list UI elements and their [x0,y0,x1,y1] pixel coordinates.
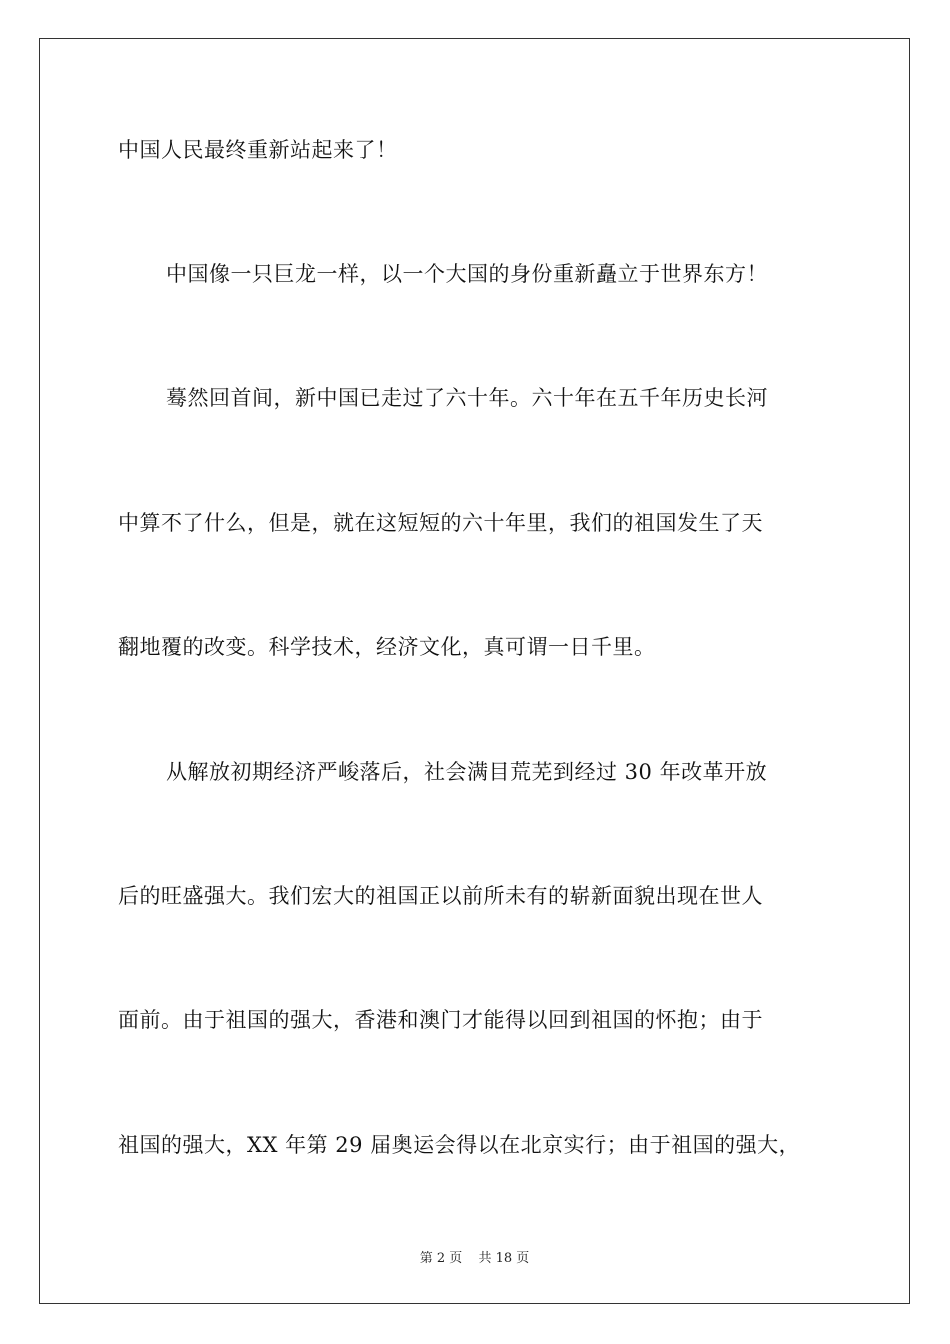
document-page [39,38,910,1304]
page-total: 共 18 页 [478,1251,530,1266]
paragraph-line-3: 蓦然回首间，新中国已走过了六十年。六十年在五千年历史长河 [166,386,768,410]
paragraph-line-7: 后的旺盛强大。我们宏大的祖国正以前所未有的崭新面貌出现在世人 [118,884,763,908]
page-number: 第 2 页 [419,1251,463,1266]
page-footer [40,1247,909,1266]
paragraph-line-1: 中国人民最终重新站起来了！ [118,138,398,162]
paragraph-line-8: 面前。由于祖国的强大，香港和澳门才能得以回到祖国的怀抱；由于 [118,1008,763,1032]
paragraph-line-5: 翻地覆的改变。科学技术，经济文化，真可谓一日千里。 [118,635,656,659]
paragraph-line-9: 祖国的强大，XX 年第 29 届奥运会得以在北京实行；由于祖国的强大， [118,1133,801,1157]
paragraph-line-4: 中算不了什么，但是，就在这短短的六十年里，我们的祖国发生了天 [118,511,763,535]
paragraph-line-6: 从解放初期经济严峻落后，社会满目荒芜到经过 30 年改革开放 [166,760,768,784]
paragraph-line-2: 中国像一只巨龙一样，以一个大国的身份重新矗立于世界东方！ [166,262,768,286]
